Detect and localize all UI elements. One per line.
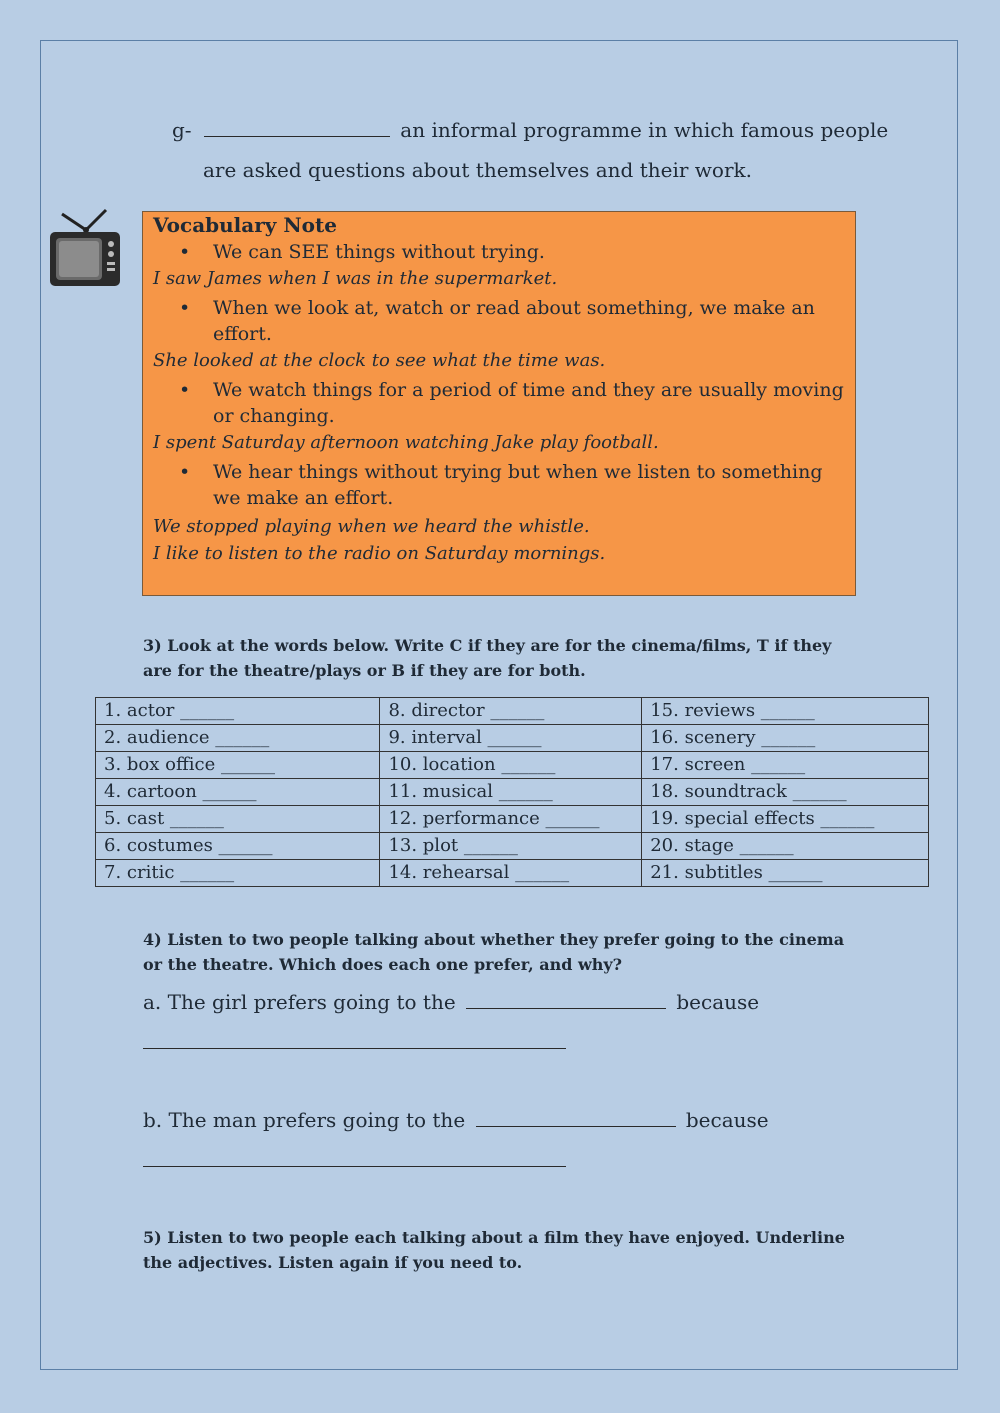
table-cell[interactable]: 2. audience ______	[96, 725, 380, 752]
table-cell[interactable]: 7. critic ______	[96, 860, 380, 887]
table-row	[96, 779, 929, 806]
table-cell[interactable]: 8. director ______	[380, 698, 642, 725]
question-4b-blank[interactable]	[476, 1108, 676, 1127]
note-example-1: I saw James when I was in the supermarket.	[153, 268, 558, 289]
question-4b-start: b. The man prefers going to the	[143, 1108, 466, 1132]
vocabulary-note	[142, 211, 856, 596]
table-cell[interactable]: 16. scenery ______	[642, 725, 929, 752]
question-5	[143, 1225, 845, 1275]
question-4-line1: 4) Listen to two people talking about whether they prefer going to the cinema	[143, 930, 845, 949]
table-cell[interactable]: 11. musical ______	[380, 779, 642, 806]
table-cell[interactable]: 6. costumes ______	[96, 833, 380, 860]
table-cell[interactable]: 1. actor ______	[96, 698, 380, 725]
table-cell[interactable]: 3. box office ______	[96, 752, 380, 779]
table-cell[interactable]: 20. stage ______	[642, 833, 929, 860]
question-4	[143, 927, 844, 977]
note-example-5: I like to listen to the radio on Saturday mornings.	[153, 543, 606, 564]
question-4a	[143, 990, 759, 1014]
note-bullet-2: • When we look at, watch or read about something, we make an effort.	[179, 295, 845, 347]
question-4-line2: or the theatre. Which does each one prefer, and why?	[143, 955, 623, 974]
table-cell[interactable]: 18. soundtrack ______	[642, 779, 929, 806]
table-row	[96, 860, 929, 887]
table-cell[interactable]: 10. location ______	[380, 752, 642, 779]
item-g-line2: are asked questions about themselves and their work.	[203, 158, 752, 182]
note-example-2: She looked at the clock to see what the time was.	[153, 350, 606, 371]
vocabulary-note-title: Vocabulary Note	[153, 213, 337, 237]
table-cell[interactable]: 14. rehearsal ______	[380, 860, 642, 887]
question-4b-reason-line[interactable]	[143, 1166, 566, 1167]
question-4a-start: a. The girl prefers going to the	[143, 990, 456, 1014]
item-g-answer-blank[interactable]	[204, 118, 390, 137]
item-g-letter: g-	[172, 118, 192, 142]
table-row	[96, 833, 929, 860]
table-cell[interactable]: 9. interval ______	[380, 725, 642, 752]
table-row	[96, 752, 929, 779]
question-3	[143, 633, 831, 683]
item-g-definition: an informal programme in which famous people	[400, 118, 889, 142]
table-cell[interactable]: 17. screen ______	[642, 752, 929, 779]
table-cell[interactable]: 4. cartoon ______	[96, 779, 380, 806]
question-5-line2: the adjectives. Listen again if you need to.	[143, 1253, 523, 1272]
note-bullet-4-text: We hear things without trying but when we listen to something we make an effort.	[213, 461, 823, 509]
note-example-4: We stopped playing when we heard the whistle.	[153, 516, 590, 537]
words-table	[95, 697, 929, 887]
question-3-line2: are for the theatre/plays or B if they are for both.	[143, 661, 586, 680]
table-cell[interactable]: 12. performance ______	[380, 806, 642, 833]
note-bullet-1-text: We can SEE things without trying.	[213, 241, 545, 263]
note-bullet-3: • We watch things for a period of time and they are usually moving or changing.	[179, 379, 844, 427]
question-4a-reason-line[interactable]	[143, 1048, 566, 1049]
question-4a-end: because	[676, 990, 760, 1014]
table-row	[96, 806, 929, 833]
table-cell[interactable]: 5. cast ______	[96, 806, 380, 833]
tv-icon	[48, 208, 124, 288]
item-g-line1	[172, 118, 888, 142]
question-3-line1: 3) Look at the words below. Write C if they are for the cinema/films, T if they	[143, 636, 832, 655]
table-row	[96, 698, 929, 725]
table-cell[interactable]: 15. reviews ______	[642, 698, 929, 725]
table-cell[interactable]: 21. subtitles ______	[642, 860, 929, 887]
question-4b-end: because	[685, 1108, 769, 1132]
note-example-3: I spent Saturday afternoon watching Jake play football.	[153, 432, 659, 453]
table-cell[interactable]: 19. special effects ______	[642, 806, 929, 833]
question-4b	[143, 1108, 769, 1132]
note-bullet-4: • We hear things without trying but when we listen to something we make an effort.	[179, 459, 845, 511]
table-row	[96, 725, 929, 752]
table-cell[interactable]: 13. plot ______	[380, 833, 642, 860]
note-bullet-2-text: When we look at, watch or read about something, we make an effort.	[213, 297, 815, 345]
question-4a-blank[interactable]	[466, 990, 666, 1009]
note-bullet-3-text: We watch things for a period of time and they are usually moving or changing.	[213, 379, 844, 427]
note-bullet-1: • We can SEE things without trying.	[179, 241, 545, 263]
question-5-line1: 5) Listen to two people each talking about a film they have enjoyed. Underline	[143, 1228, 845, 1247]
